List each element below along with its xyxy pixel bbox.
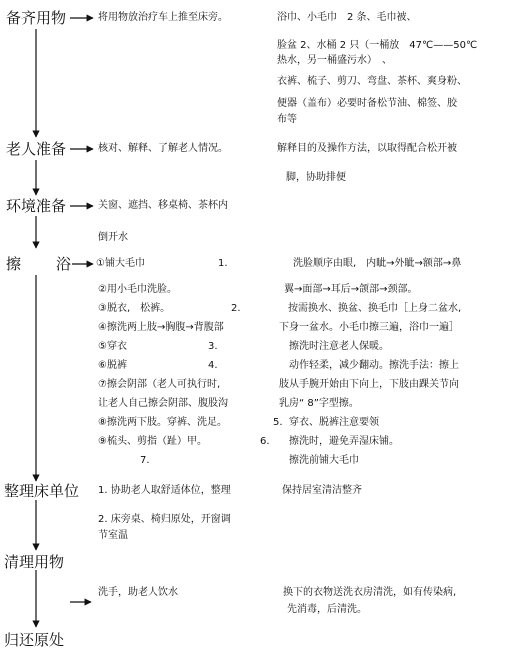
bathing-left-10: ⑨梳头、剪指（趾）甲。 — [98, 436, 207, 447]
bathing-right-2: 翼→面部→耳后→颌部→颈部。 — [284, 284, 418, 295]
bathing-left-8: 让老人自己擦会阴部、腹股沟 — [98, 398, 228, 409]
bathing-right-4: 下身一盆水。小毛巾擦三遍，浴巾一遍］ — [279, 322, 459, 333]
bathing-number-5: 5. — [273, 417, 283, 428]
bathing-number-2: 2. — [231, 303, 241, 314]
bathing-number-6: 6. — [260, 436, 270, 447]
env-prep-action-2: 倒开水 — [98, 232, 128, 243]
bathing-left-1: ①铺大毛巾 — [96, 258, 145, 269]
step-label-prep-items: 备齐用物 — [6, 9, 67, 27]
bathing-number-4: 4. — [208, 360, 218, 371]
bathing-right-8: 乳房“ 8”字型擦。 — [279, 398, 359, 409]
prep-items-note-2: 脸盆 2、水桶 2 只（一桶放 47℃——50℃ — [277, 40, 478, 51]
tidy-bed-line-1: 1. 协助老人取舒适体位，整理 — [98, 485, 231, 496]
tidy-bed-note: 保持居室清洁整齐 — [282, 485, 362, 496]
step-label-elder-prep: 老人准备 — [6, 140, 67, 158]
bathing-number-7: 7. — [140, 455, 150, 466]
bathing-right-11: 擦洗前铺大毛巾 — [289, 455, 359, 466]
bathing-number-1: 1. — [218, 258, 228, 269]
bathing-right-5: 擦洗时注意老人保暖。 — [289, 341, 389, 352]
prep-items-note-1: 浴巾、小毛巾 2 条、毛巾被、 — [277, 12, 417, 23]
elder-prep-note-2: 脚，协助排便 — [286, 172, 346, 183]
prep-items-note-4: 衣裤、梳子、剪刀、弯盘、茶杯、爽身粉、 — [277, 76, 467, 87]
env-prep-action-1: 关窗、遮挡、移桌椅、茶杯内 — [98, 200, 228, 211]
prep-items-action: 将用物放治疗车上推至床旁。 — [98, 12, 228, 23]
prep-items-note-6: 布等 — [277, 114, 297, 125]
prep-items-note-5: 便器（盖布）必要时备松节油、棉签、胶 — [277, 98, 457, 109]
bathing-right-10: 擦洗时，避免弄湿床铺。 — [289, 436, 399, 447]
step-label-clean-items: 清理用物 — [4, 553, 65, 571]
bathing-left-2: ②用小毛巾洗脸。 — [98, 284, 177, 295]
bathing-left-3: ③脱衣, 松裤。 — [98, 303, 171, 314]
bathing-left-4: ④擦洗两上肢→胸腹→背腹部 — [98, 322, 224, 333]
bathing-left-5: ⑤穿衣 — [98, 341, 127, 352]
tidy-bed-line-2: 2. 床旁桌、椅归原处，开窗调 — [98, 514, 231, 525]
bathing-right-7: 肢从手腕开始由下向上，下肢由踝关节向 — [279, 379, 459, 390]
prep-items-note-3: 热水，另一桶盛污水） 、 — [277, 55, 392, 66]
step-label-return: 归还原处 — [4, 631, 65, 649]
bathing-left-9: ⑧擦洗两下肢。穿裤、洗足。 — [98, 417, 227, 428]
step-label-tidy-bed: 整理床单位 — [4, 482, 80, 500]
bathing-number-3: 3. — [208, 341, 218, 352]
clean-items-note-2: 先消毒，后清洗。 — [287, 604, 367, 615]
bathing-right-9: 穿衣、脱裤注意要领 — [289, 417, 379, 428]
bathing-right-1: 洗脸顺序由眼, 内眦→外眦→额部→鼻 — [293, 258, 462, 269]
bathing-left-6: ⑥脱裤 — [98, 360, 127, 371]
bathing-left-7: ⑦擦会阴部（老人可执行时, — [98, 379, 221, 390]
clean-items-note-1: 换下的衣物送洗衣房清洗，如有传染病, — [283, 587, 457, 598]
tidy-bed-line-3: 节室温 — [98, 530, 128, 541]
bathing-right-3: 按需换水、换盆、换毛巾［上身二盆水, — [288, 303, 462, 314]
elder-prep-action: 核对、解释、了解老人情况。 — [98, 143, 228, 154]
elder-prep-note-1: 解释目的及操作方法，以取得配合松开被 — [277, 143, 457, 154]
step-label-bathing-a: 擦 — [6, 255, 22, 273]
bathing-right-6: 动作轻柔，减少翻动。擦洗手法：擦上 — [289, 360, 459, 371]
step-label-bathing-b: 浴 — [56, 255, 72, 273]
step-label-env-prep: 环境准备 — [6, 197, 67, 215]
clean-items-action: 洗手，助老人饮水 — [98, 587, 178, 598]
